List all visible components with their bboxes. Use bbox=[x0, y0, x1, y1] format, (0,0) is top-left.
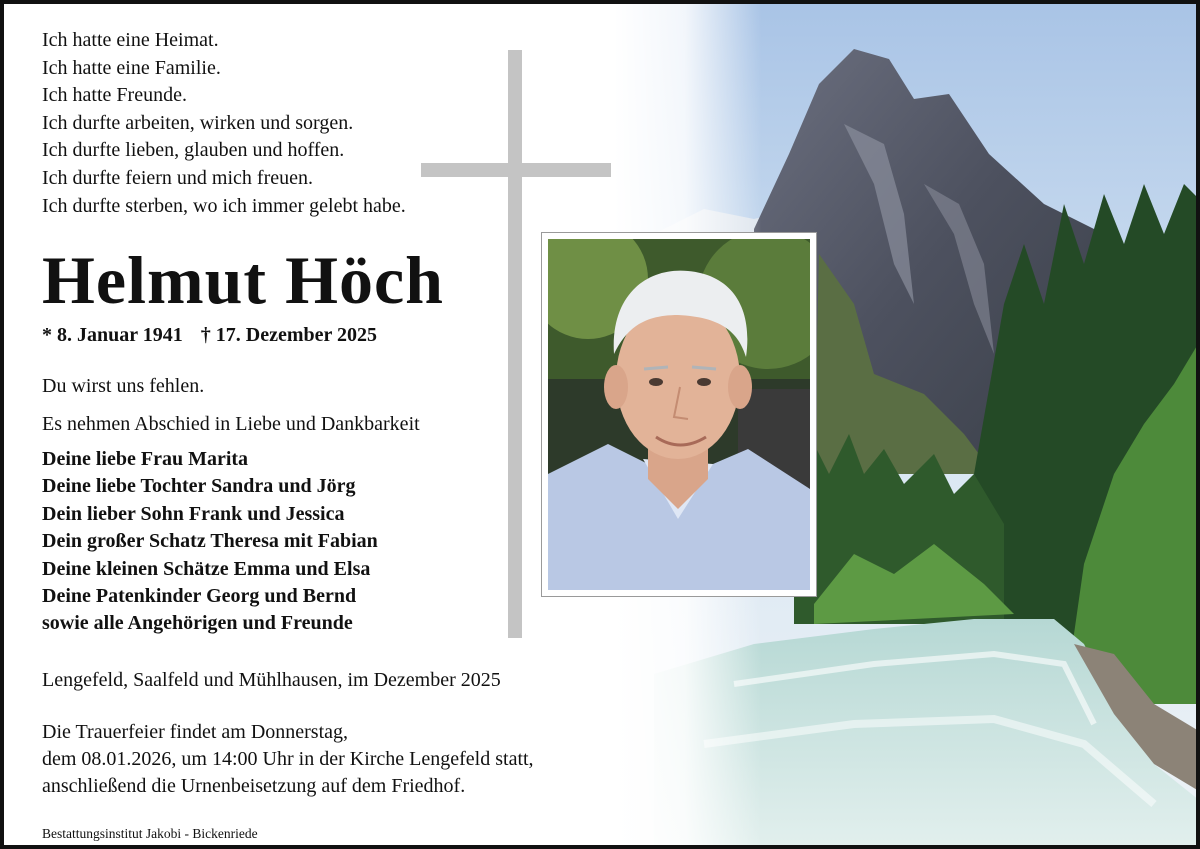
place-date: Lengefeld, Saalfeld und Mühlhausen, im Dezember 2025 bbox=[42, 669, 501, 691]
funeral-institute: Bestattungsinstitut Jakobi - Bickenriede bbox=[42, 826, 258, 841]
life-dates bbox=[42, 324, 377, 347]
death-date: † 17. Dezember 2025 bbox=[200, 324, 378, 346]
poem-line: Ich hatte Freunde. bbox=[42, 84, 187, 107]
mourner-line: sowie alle Angehörigen und Freunde bbox=[42, 612, 353, 635]
poem-line: Ich hatte eine Heimat. bbox=[42, 29, 219, 51]
poem-line: Ich durfte sterben, wo ich immer gelebt habe. bbox=[42, 194, 406, 217]
poem-line: Ich durfte arbeiten, wirken und sorgen. bbox=[42, 111, 354, 134]
farewell-intro: Es nehmen Abschied in Liebe und Dankbarkeit bbox=[42, 413, 420, 435]
mourner-line: Deine liebe Tochter Sandra und Jörg bbox=[42, 475, 356, 498]
funeral-service-info bbox=[42, 719, 534, 800]
birth-date: * 8. Januar 1941 bbox=[42, 324, 183, 346]
message: Du wirst uns fehlen. bbox=[42, 375, 205, 397]
poem-line: Ich hatte eine Familie. bbox=[42, 56, 221, 79]
cross-icon bbox=[508, 50, 522, 638]
portrait-photo bbox=[548, 239, 810, 590]
mourners-list bbox=[42, 446, 378, 638]
mourner-line: Dein großer Schatz Theresa mit Fabian bbox=[42, 530, 378, 553]
service-line: Die Trauerfeier findet am Donnerstag, bbox=[42, 721, 349, 743]
deceased-name: Helmut Höch bbox=[42, 242, 444, 318]
mourner-line: Deine Patenkinder Georg und Bernd bbox=[42, 585, 357, 608]
poem bbox=[42, 27, 406, 220]
mourner-line: Dein lieber Sohn Frank und Jessica bbox=[42, 502, 345, 525]
cross-icon-beam bbox=[421, 163, 611, 177]
service-line: dem 08.01.2026, um 14:00 Uhr in der Kirche Lengefeld statt, bbox=[42, 748, 534, 770]
mourner-line: Deine kleinen Schätze Emma und Elsa bbox=[42, 557, 371, 580]
poem-line: Ich durfte feiern und mich freuen. bbox=[42, 166, 313, 189]
mourner-line: Deine liebe Frau Marita bbox=[42, 448, 249, 470]
portrait-frame bbox=[541, 232, 817, 597]
service-line: anschließend die Urnenbeisetzung auf dem Friedhof. bbox=[42, 775, 466, 797]
poem-line: Ich durfte lieben, glauben und hoffen. bbox=[42, 139, 345, 162]
